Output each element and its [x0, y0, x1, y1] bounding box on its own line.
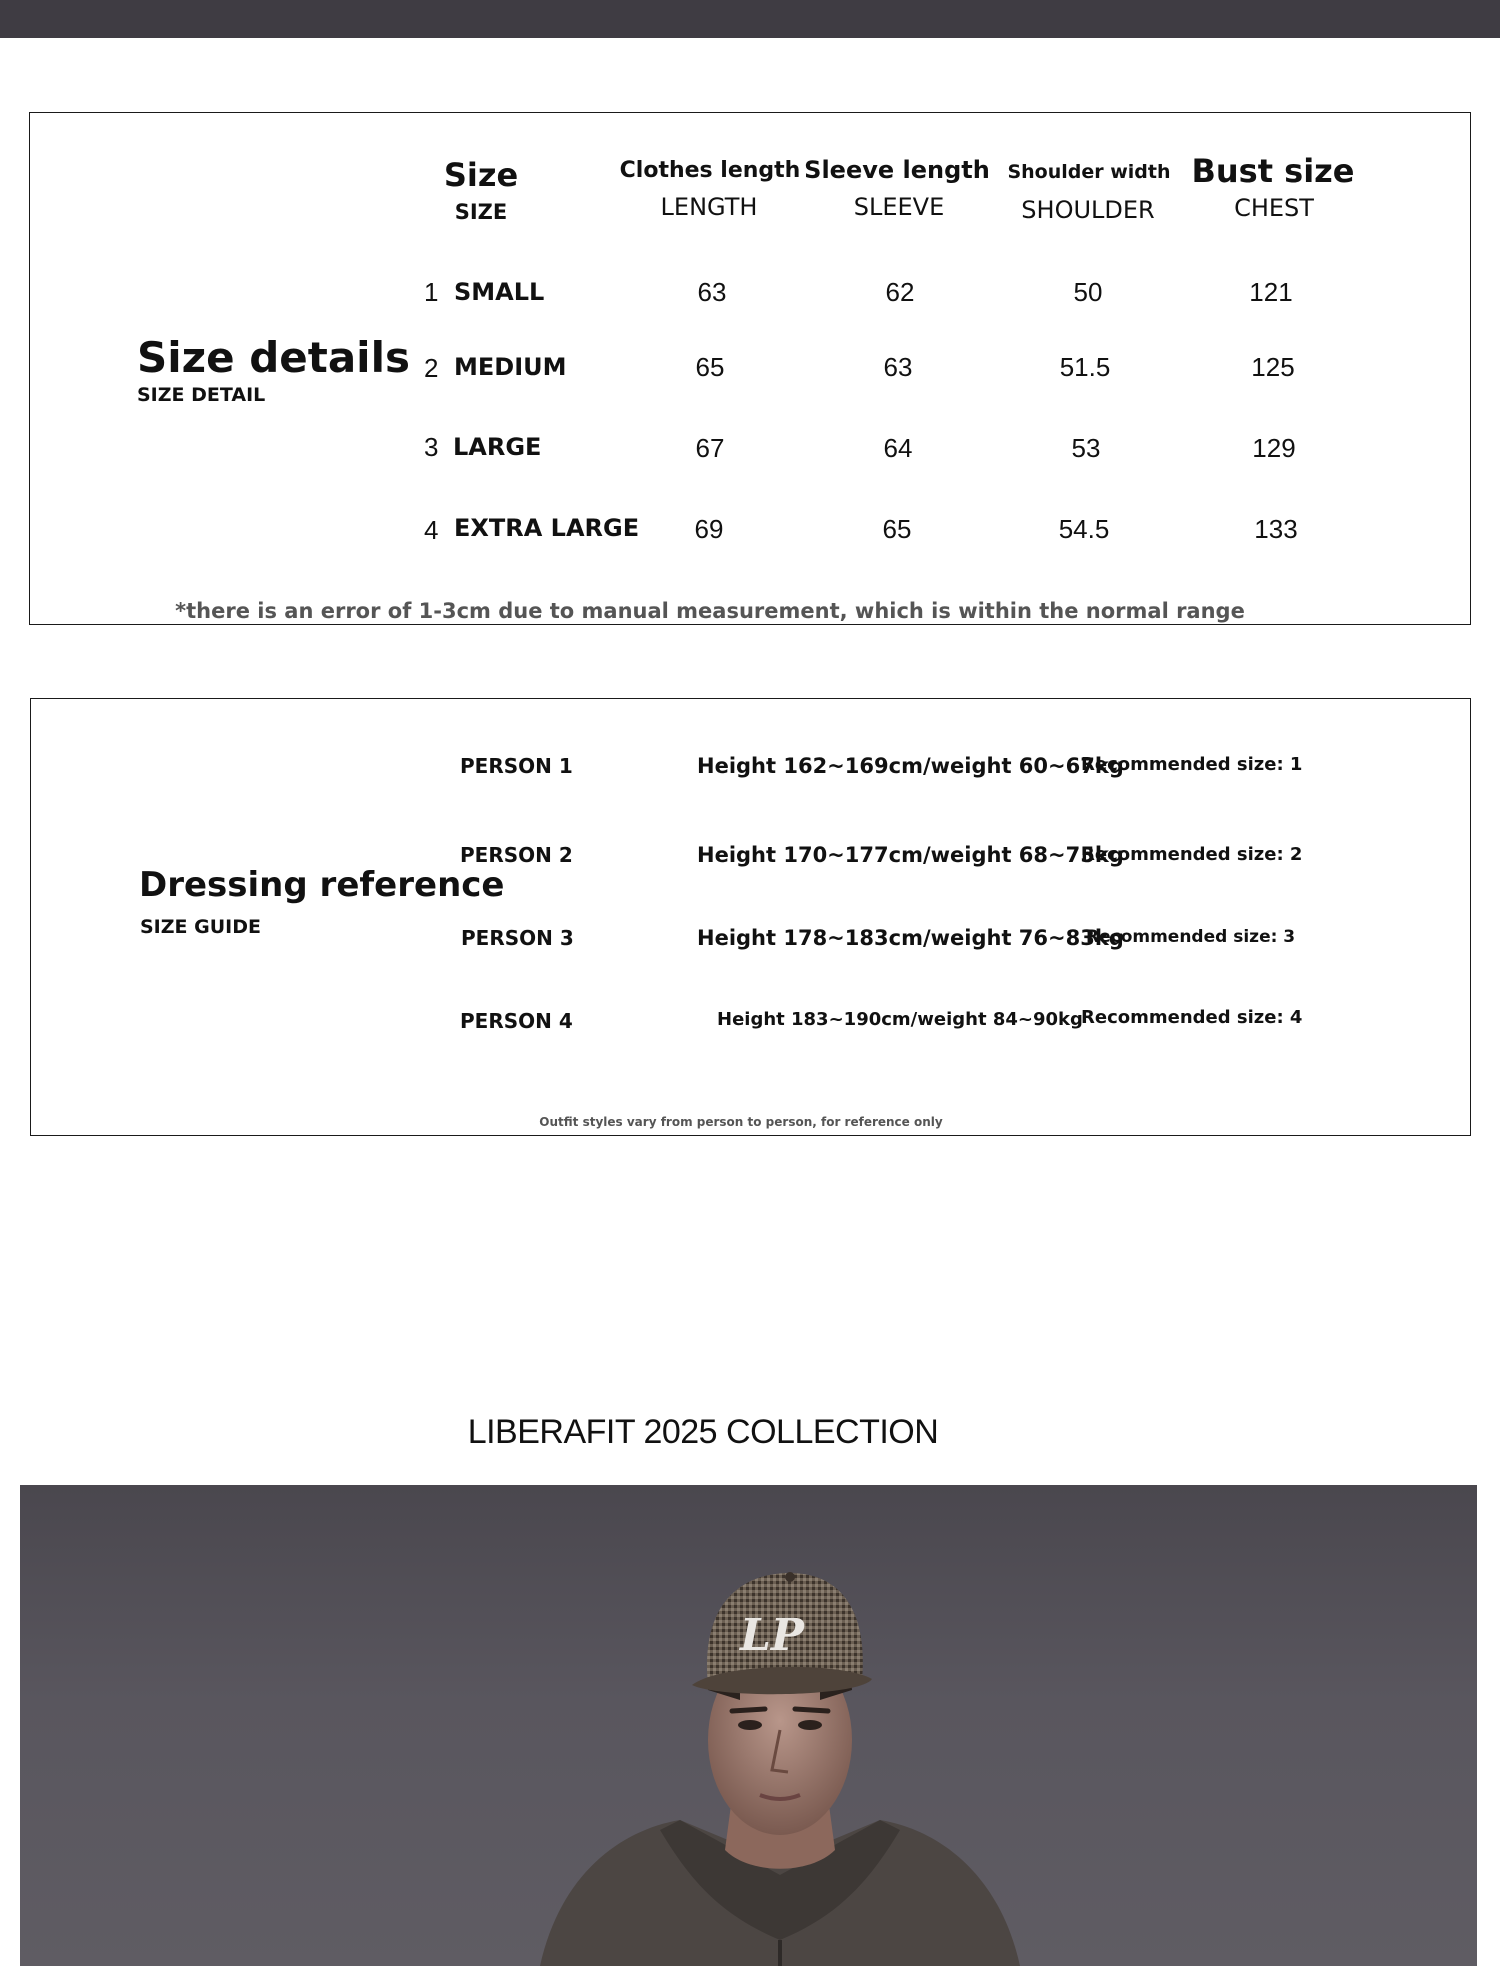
- row-size-name: SMALL: [454, 278, 545, 306]
- row-shoulder: 51.5: [1059, 352, 1111, 382]
- col-header-size-sub: SIZE: [454, 200, 508, 224]
- row-length: 69: [694, 514, 724, 544]
- person-measurements: Height 162~169cm/weight 60~67kg: [697, 754, 1124, 778]
- person-measurements: Height 178~183cm/weight 76~83kg: [697, 926, 1124, 950]
- person-label: PERSON 1: [460, 754, 573, 778]
- row-size-name: EXTRA LARGE: [454, 514, 640, 542]
- dressing-reference-subtitle: SIZE GUIDE: [140, 916, 261, 938]
- row-chest: 129: [1252, 433, 1296, 463]
- person-measurements: Height 183~190cm/weight 84~90kg: [717, 1009, 1083, 1030]
- collection-title: LIBERAFIT 2025 COLLECTION: [467, 1413, 939, 1451]
- dressing-reference-title: Dressing reference: [139, 865, 505, 905]
- row-length: 67: [695, 433, 725, 463]
- row-chest: 133: [1254, 514, 1298, 544]
- row-size-name: LARGE: [453, 433, 542, 461]
- row-chest: 121: [1249, 277, 1293, 307]
- model-illustration: [20, 1485, 1477, 1966]
- col-header-length: Clothes length: [619, 158, 801, 183]
- col-header-bust-sub: CHEST: [1234, 194, 1314, 222]
- cap-logo: LP: [739, 1610, 805, 1661]
- row-index: 4: [424, 515, 439, 545]
- size-details-title: Size details: [137, 333, 410, 382]
- col-header-bust: Bust size: [1191, 152, 1355, 190]
- row-length: 63: [697, 277, 727, 307]
- top-bar: [0, 0, 1500, 38]
- col-header-shoulder-sub: SHOULDER: [1021, 196, 1155, 224]
- measurement-note: *there is an error of 1-3cm due to manual measurement, which is within the normal range: [175, 599, 1245, 623]
- row-length: 65: [695, 352, 725, 382]
- row-chest: 125: [1251, 352, 1295, 382]
- person-label: PERSON 4: [460, 1009, 573, 1033]
- row-sleeve: 63: [883, 352, 913, 382]
- row-sleeve: 62: [885, 277, 915, 307]
- col-header-shoulder: Shoulder width: [1007, 161, 1171, 183]
- size-details-subtitle: SIZE DETAIL: [137, 384, 266, 406]
- person-label: PERSON 3: [461, 926, 574, 950]
- recommended-size: Recommended size: 1: [1081, 754, 1303, 775]
- col-header-sleeve: Sleeve length: [804, 156, 990, 184]
- person-label: PERSON 2: [460, 843, 573, 867]
- row-index: 3: [424, 432, 439, 462]
- row-sleeve: 65: [882, 514, 912, 544]
- recommended-size: Recommended size: 3: [1086, 927, 1296, 947]
- col-header-sleeve-sub: SLEEVE: [853, 193, 945, 221]
- col-header-size: Size: [443, 156, 519, 194]
- row-shoulder: 50: [1073, 277, 1103, 307]
- row-sleeve: 64: [883, 433, 913, 463]
- person-measurements: Height 170~177cm/weight 68~75kg: [697, 843, 1124, 867]
- recommended-size: Recommended size: 2: [1081, 844, 1303, 865]
- model-photo: [20, 1485, 1477, 1966]
- outfit-note: Outfit styles vary from person to person, for reference only: [539, 1115, 943, 1129]
- row-index: 1: [424, 277, 439, 307]
- row-index: 2: [424, 353, 439, 383]
- col-header-length-sub: LENGTH: [660, 193, 758, 221]
- row-shoulder: 53: [1071, 433, 1101, 463]
- row-size-name: MEDIUM: [454, 353, 567, 381]
- row-shoulder: 54.5: [1058, 514, 1110, 544]
- recommended-size: Recommended size: 4: [1081, 1007, 1303, 1028]
